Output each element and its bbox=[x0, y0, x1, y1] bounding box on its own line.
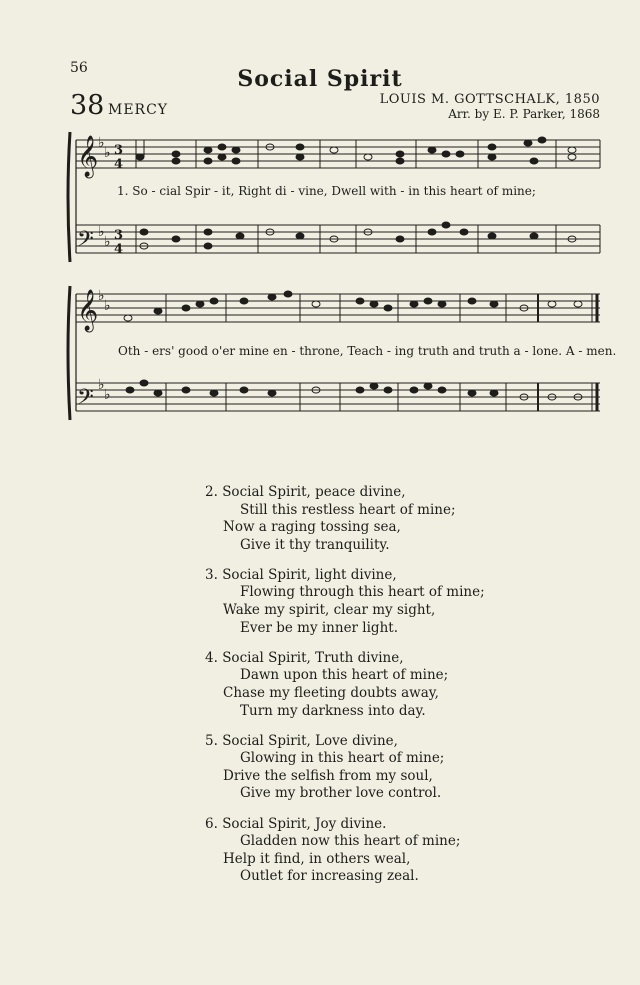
hymn-number: 38 bbox=[70, 90, 105, 121]
verse-line: Now a raging tossing sea, bbox=[223, 519, 401, 536]
flat-icon: ♭ bbox=[104, 387, 111, 403]
time-sig-3: 3 bbox=[114, 143, 124, 158]
verse-line: Give my brother love control. bbox=[240, 785, 442, 802]
verse-line: Gladden now this heart of mine; bbox=[240, 833, 461, 850]
time-sig-4: 4 bbox=[114, 242, 124, 257]
bass-clef-icon: 𝄢 bbox=[77, 227, 94, 257]
flat-icon: ♭ bbox=[98, 377, 105, 393]
verse-4 bbox=[205, 650, 485, 720]
verse-line: Turn my darkness into day. bbox=[240, 702, 426, 719]
treble-staff-1 bbox=[76, 140, 600, 168]
verses-block bbox=[205, 484, 485, 898]
verse-3 bbox=[205, 567, 485, 637]
page-number: 56 bbox=[70, 60, 88, 76]
verse-line: Outlet for increasing zeal. bbox=[240, 868, 419, 885]
verse-6 bbox=[205, 816, 485, 886]
verse-number: 3. bbox=[205, 566, 218, 583]
bass-staff-2 bbox=[76, 383, 600, 411]
verse-line: Give it thy tranquility. bbox=[240, 536, 390, 553]
flat-icon: ♭ bbox=[98, 288, 105, 304]
flat-icon: ♭ bbox=[104, 234, 111, 250]
lyric-line-1: 1. So - cial Spir - it, Right di - vine, Dwell with - in this heart of mine; bbox=[117, 184, 536, 198]
verse-number: 4. bbox=[205, 649, 218, 666]
bass-clef-icon: 𝄢 bbox=[77, 385, 94, 415]
verse-line: Chase my fleeting doubts away, bbox=[223, 684, 439, 701]
composer-credit: LOUIS M. GOTTSCHALK, 1850 bbox=[379, 92, 600, 107]
verse-line: Still this restless heart of mine; bbox=[240, 501, 456, 518]
verse-line: Social Spirit, Joy divine. bbox=[222, 815, 387, 832]
verse-line: Social Spirit, Truth divine, bbox=[222, 649, 404, 666]
verse-line: Flowing through this heart of mine; bbox=[240, 584, 485, 601]
verse-number: 2. bbox=[205, 484, 218, 500]
verse-line: Drive the selfish from my soul, bbox=[223, 767, 433, 784]
treble-clef-icon: 𝄞 bbox=[77, 290, 99, 331]
lyric-line-2: Oth - ers' good o'er mine en - throne, Teach - ing truth and truth a - lone. A - men. bbox=[118, 344, 617, 358]
verse-line: Wake my spirit, clear my sight, bbox=[223, 602, 436, 619]
flat-icon: ♭ bbox=[98, 224, 105, 240]
verse-5 bbox=[205, 733, 485, 803]
hymn-title: Social Spirit bbox=[237, 66, 403, 92]
verse-line: Social Spirit, light divine, bbox=[222, 566, 397, 583]
verse-line: Social Spirit, peace divine, bbox=[222, 484, 406, 500]
verse-line: Glowing in this heart of mine; bbox=[240, 750, 445, 767]
music-score bbox=[0, 0, 640, 460]
verse-line: Help it find, in others weal, bbox=[223, 850, 411, 867]
flat-icon: ♭ bbox=[98, 135, 105, 151]
time-sig-3: 3 bbox=[114, 228, 124, 243]
verse-number: 5. bbox=[205, 732, 218, 749]
treble-clef-icon: 𝄞 bbox=[77, 136, 99, 177]
treble-staff-2 bbox=[76, 294, 600, 322]
verse-line: Social Spirit, Love divine, bbox=[222, 732, 398, 749]
verse-2 bbox=[205, 484, 485, 554]
tune-name: MERCY bbox=[108, 102, 169, 118]
flat-icon: ♭ bbox=[104, 145, 111, 161]
verse-line: Ever be my inner light. bbox=[240, 619, 398, 636]
arranger-credit: Arr. by E. P. Parker, 1868 bbox=[448, 107, 600, 121]
verse-line: Dawn upon this heart of mine; bbox=[240, 667, 449, 684]
time-sig-4: 4 bbox=[114, 157, 124, 172]
verse-number: 6. bbox=[205, 815, 218, 832]
flat-icon: ♭ bbox=[104, 298, 111, 314]
